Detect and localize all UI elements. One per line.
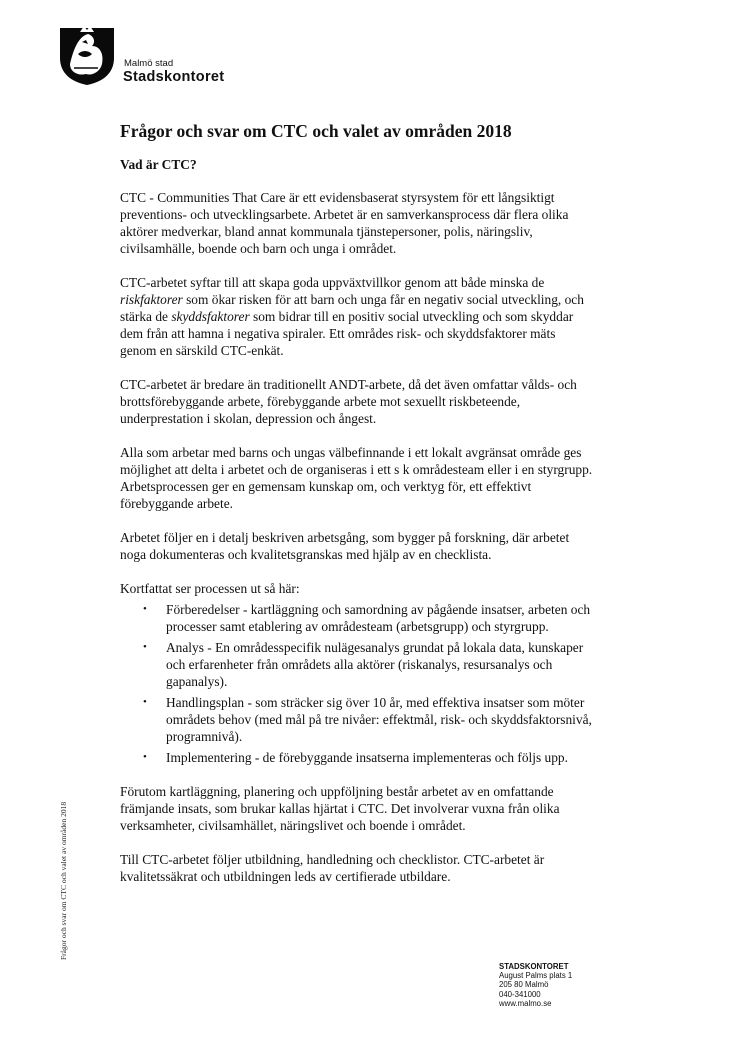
footer-org-name: STADSKONTORET <box>499 962 569 971</box>
org-name-department: Stadskontoret <box>123 69 225 85</box>
list-item: • Analys - En områdesspecifik nulägesanalys grundat på lokala data, kunskaper och erfarenheter från områdets alla aktörer (riskanalys, resursanalys och gapanalys). <box>143 640 584 689</box>
footer-address: August Palms plats 1 <box>499 971 573 981</box>
paragraph-scope: CTC-arbetet är bredare än traditionellt ANDT-arbete, då det även omfattar vålds- och brottsförebyggande arbete, förebyggande arbete mot sexuellt riskbeteende, underprestation i skolan, depression och ångest. <box>120 377 577 426</box>
coat-of-arms-icon <box>58 24 116 86</box>
paragraph-method: Arbetet följer en i detalj beskriven arbetsgång, som bygger på forskning, där arbetet noga dokumenteras och kvalitetsgranskas med hjälp av en checklista. <box>120 530 570 562</box>
list-item: • Implementering - de förebyggande insatserna implementeras och följs upp. <box>143 750 568 765</box>
footer-postal: 205 80 Malmö <box>499 980 549 990</box>
footer-phone: 040-341000 <box>499 989 541 999</box>
paragraph-risk-factors <box>120 274 595 359</box>
org-name-small: Malmö stad <box>124 58 174 69</box>
document-title: Frågor och svar om CTC och valet av områden 2018 <box>120 121 512 141</box>
document-body <box>120 120 595 902</box>
bullet-icon: • <box>143 751 147 763</box>
risk-text-part1: CTC-arbetet syftar till att skapa goda uppväxtvillkor genom att både minska de <box>120 275 545 290</box>
list-intro: Kortfattat ser processen ut så här: <box>120 581 300 596</box>
section-heading: Vad är CTC? <box>120 157 197 172</box>
risk-term-riskfaktorer: riskfaktorer <box>120 292 183 307</box>
paragraph-promotion: Förutom kartläggning, planering och uppföljning består arbetet av en omfattande främjande insats, som brukar kallas hjärtat i CTC. Det involverar vuxna från olika verksamheter, civilsamhället, näringslivet och boende i området. <box>120 784 560 833</box>
footer-website: www.malmo.se <box>499 998 552 1008</box>
risk-text-part3: som bidrar till en positiv social utveckling och som skyddar dem från att hamna i negativa spiraler. Ett områdes risk- och skyddsfaktorer mäts genom en särskild CTC-enkät. <box>120 309 574 358</box>
list-item: • Handlingsplan - som sträcker sig över 10 år, med effektiva insatser som möter områdets behov (med mål på tre nivåer: effektmål, risk- och skyddsfaktorsnivå, programnivå). <box>143 695 592 744</box>
risk-text-part2: som ökar risken för att barn och unga får en negativ social utveckling, och stärka de <box>120 292 584 324</box>
process-list <box>120 601 595 766</box>
bullet-icon: • <box>143 696 147 708</box>
bullet-icon: • <box>143 603 147 615</box>
vertical-document-label: Frågor och svar om CTC och valet av områden 2018 <box>59 801 68 960</box>
paragraph-training: Till CTC-arbetet följer utbildning, handledning och checklistor. CTC-arbetet är kvalitetssäkrat och utbildningen leds av certifierade utbildare. <box>120 852 545 884</box>
risk-term-skyddsfaktorer: skyddsfaktorer <box>171 309 250 324</box>
paragraph-intro: CTC - Communities That Care är ett evidensbaserat styrsystem för ett långsiktigt preventions- och utvecklingsarbete. Arbetet är en samverkansprocess där flera olika aktörer medverkar, bland annat kommunala tjänstepersoner, polis, näringsliv, civilsamhälle, boende och barn och unga i området. <box>120 190 569 256</box>
bullet-icon: • <box>143 641 147 653</box>
malmo-coat-of-arms-logo <box>58 24 116 86</box>
list-item: • Förberedelser - kartläggning och samordning av pågående insatser, arbeten och processer samt etablering av områdesteam (arbetsgrupp) och styrgrupp. <box>143 602 591 634</box>
footer-contact <box>499 962 572 1008</box>
paragraph-participation: Alla som arbetar med barns och ungas välbefinnande i ett lokalt avgränsat område ges möjlighet att delta i arbetet och de organiseras i ett s k områdesteam eller i en styrgrupp. Arbetsprocessen ger en gemensam kunskap om, och verktyg för, ett effektivt förebyggande arbete. <box>120 445 593 511</box>
